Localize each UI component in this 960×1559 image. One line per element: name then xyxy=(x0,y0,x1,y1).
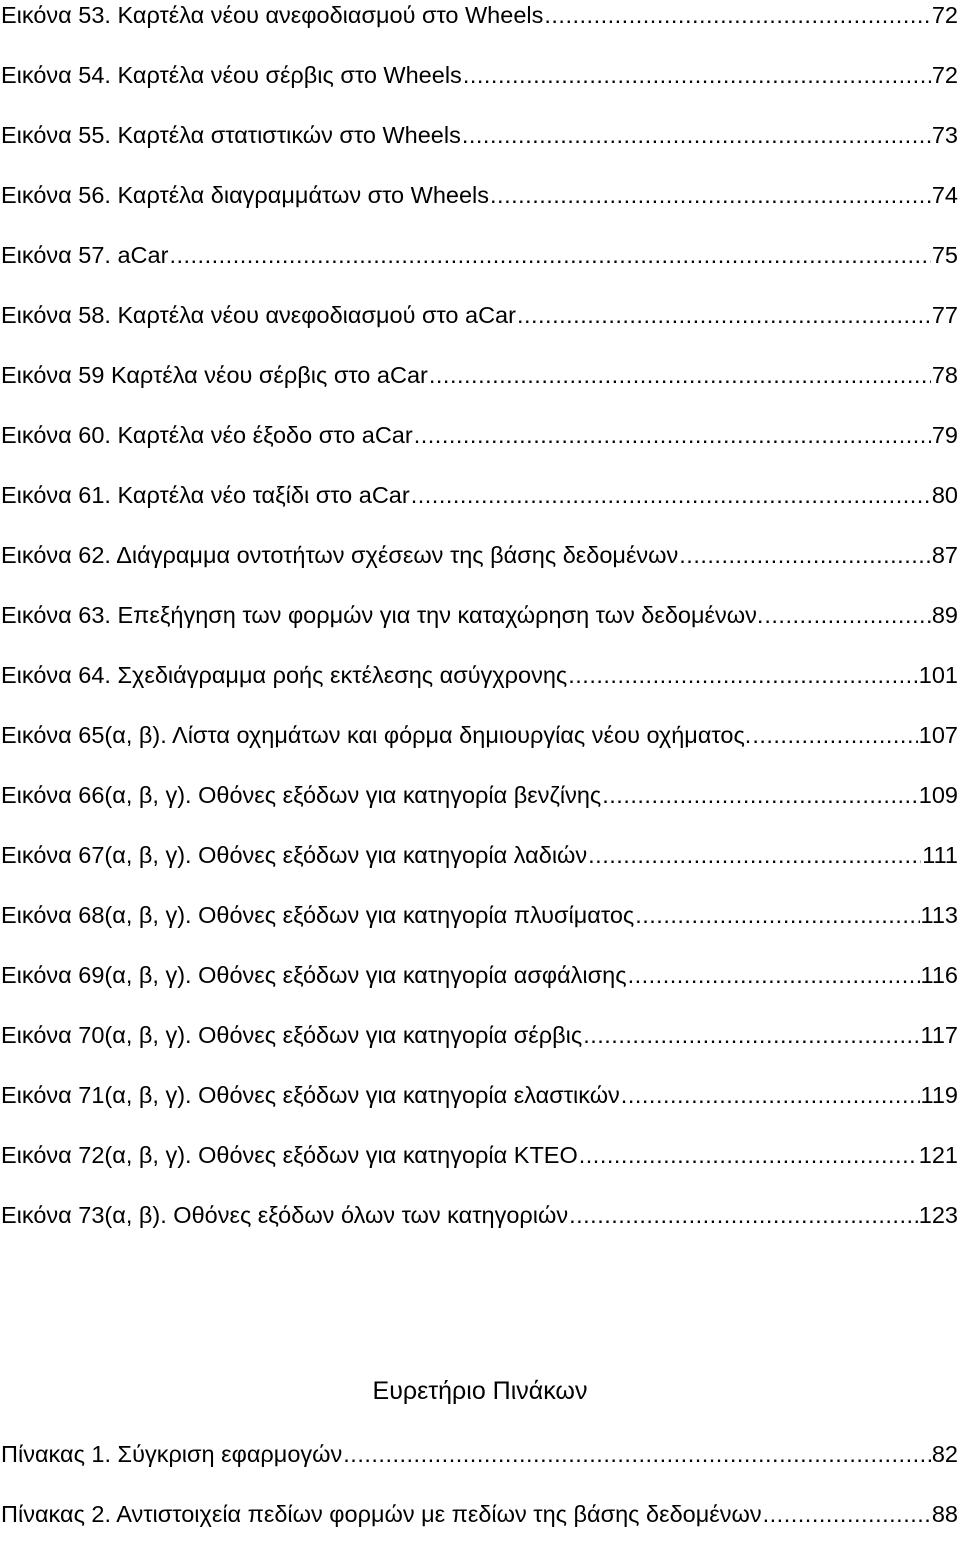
toc-entry-label: Εικόνα 63. Επεξήγηση των φορμών για την καταχώρηση των δεδομένων. xyxy=(1,602,764,628)
toc-entry-label: Πίνακας 2. Αντιστοιχεία πεδίων φορμών με πεδίων της βάσης δεδομένων xyxy=(1,1501,762,1527)
toc-page-number: 79 xyxy=(931,422,958,448)
toc-entry-label: Εικόνα 66(α, β, γ). Οθόνες εξόδων για κατηγορία βενζίνης xyxy=(1,782,602,808)
toc-entry[interactable] xyxy=(0,420,960,480)
toc-page-number: 72 xyxy=(931,2,958,28)
toc-page-number: 89 xyxy=(931,602,958,628)
toc-page-number: 109 xyxy=(918,782,958,808)
toc-page-number: 72 xyxy=(931,62,958,88)
toc-page-number: 77 xyxy=(931,302,958,328)
toc-entry-label: Εικόνα 72(α, β, γ). Οθόνες εξόδων για κατηγορία ΚΤΕΟ xyxy=(1,1142,578,1168)
toc-page-number: 119 xyxy=(920,1082,958,1108)
toc-page-number: 123 xyxy=(918,1202,958,1228)
toc-entry[interactable] xyxy=(0,300,960,360)
dot-leader xyxy=(169,240,930,270)
toc-page-number: 113 xyxy=(920,902,958,928)
toc-entry-label: Εικόνα 64. Σχεδιάγραμμα ροής εκτέλεσης ασύγχρονης xyxy=(1,662,568,688)
toc-page-number: 117 xyxy=(920,1022,958,1048)
dot-leader xyxy=(588,840,921,870)
dot-leader xyxy=(679,540,931,570)
toc-entry-label: Εικόνα 62. Διάγραμμα οντοτήτων σχέσεων της βάσης δεδομένων xyxy=(1,542,679,568)
toc-entry[interactable] xyxy=(0,240,960,300)
tables-index xyxy=(0,1439,960,1559)
toc-page-number: 74 xyxy=(931,182,958,208)
toc-entry[interactable] xyxy=(0,1499,960,1559)
toc-entry[interactable] xyxy=(0,1020,960,1080)
toc-entry[interactable] xyxy=(0,1140,960,1200)
dot-leader xyxy=(763,1499,931,1529)
toc-page-number: 87 xyxy=(931,542,958,568)
dot-leader xyxy=(517,300,931,330)
dot-leader xyxy=(583,1020,919,1050)
toc-entry-label: Εικόνα 60. Καρτέλα νέο έξοδο στο aCar xyxy=(1,422,413,448)
dot-leader xyxy=(635,900,919,930)
dot-leader xyxy=(490,180,931,210)
toc-entry-label: Εικόνα 67(α, β, γ). Οθόνες εξόδων για κατηγορία λαδιών xyxy=(1,842,588,868)
toc-page-number: 107 xyxy=(918,722,958,748)
toc-page-number: 80 xyxy=(931,482,958,508)
toc-page-number: 101 xyxy=(918,662,958,688)
dot-leader xyxy=(411,480,931,510)
dot-leader xyxy=(569,1200,918,1230)
dot-leader xyxy=(544,0,931,30)
toc-entry[interactable] xyxy=(0,840,960,900)
dot-leader xyxy=(621,1080,920,1110)
toc-entry[interactable] xyxy=(0,1200,960,1260)
toc-entry-label: Εικόνα 55. Καρτέλα στατιστικών στο Wheels xyxy=(1,122,461,148)
toc-entry[interactable] xyxy=(0,600,960,660)
toc-entry-label: Εικόνα 57. aCar xyxy=(1,242,169,268)
toc-entry[interactable] xyxy=(0,480,960,540)
dot-leader xyxy=(568,660,918,690)
toc-entry[interactable] xyxy=(0,360,960,420)
toc-entry-label: Εικόνα 71(α, β, γ). Οθόνες εξόδων για κατηγορία ελαστικών xyxy=(1,1082,620,1108)
toc-entry[interactable] xyxy=(0,180,960,240)
dot-leader xyxy=(414,420,931,450)
toc-entry[interactable] xyxy=(0,780,960,840)
dot-leader xyxy=(764,600,930,630)
toc-entry-label: Εικόνα 56. Καρτέλα διαγραμμάτων στο Wheels xyxy=(1,182,490,208)
tables-index-heading: Ευρετήριο Πινάκων xyxy=(372,1377,588,1405)
toc-page-number: 116 xyxy=(920,962,958,988)
toc-entry[interactable] xyxy=(0,540,960,600)
dot-leader xyxy=(602,780,918,810)
toc-entry[interactable] xyxy=(0,1080,960,1140)
dot-leader xyxy=(579,1140,918,1170)
toc-page-number: 73 xyxy=(931,122,958,148)
toc-entry-label: Εικόνα 59 Καρτέλα νέου σέρβις στο aCar xyxy=(1,362,428,388)
toc-entry-label: Πίνακας 1. Σύγκριση εφαρμογών xyxy=(1,1441,343,1467)
toc-entry-label: Εικόνα 54. Καρτέλα νέου σέρβις στο Wheels xyxy=(1,62,462,88)
dot-leader xyxy=(343,1439,931,1469)
dot-leader xyxy=(429,360,931,390)
dot-leader xyxy=(463,60,931,90)
toc-entry-label: Εικόνα 70(α, β, γ). Οθόνες εξόδων για κατηγορία σέρβις xyxy=(1,1022,583,1048)
toc-entry[interactable] xyxy=(0,1439,960,1499)
toc-page-number: 121 xyxy=(918,1142,958,1168)
toc-entry-label: Εικόνα 73(α, β). Οθόνες εξόδων όλων των κατηγοριών xyxy=(1,1202,569,1228)
dot-leader xyxy=(752,720,917,750)
toc-page-number: 88 xyxy=(931,1501,958,1527)
toc-entry-label: Εικόνα 65(α, β). Λίστα οχημάτων και φόρμα δημιουργίας νέου οχήματος. xyxy=(1,722,752,748)
toc-page-number: 78 xyxy=(931,362,958,388)
toc-entry-label: Εικόνα 53. Καρτέλα νέου ανεφοδιασμού στο Wheels xyxy=(1,2,544,28)
toc-entry-label: Εικόνα 69(α, β, γ). Οθόνες εξόδων για κατηγορία ασφάλισης xyxy=(1,962,627,988)
dot-leader xyxy=(462,120,931,150)
toc-page-number: 111 xyxy=(922,842,958,868)
toc-entry[interactable] xyxy=(0,660,960,720)
toc-entry[interactable] xyxy=(0,960,960,1020)
toc-entry[interactable] xyxy=(0,0,960,60)
toc-entry-label: Εικόνα 68(α, β, γ). Οθόνες εξόδων για κατηγορία πλυσίματος xyxy=(1,902,635,928)
toc-entry[interactable] xyxy=(0,720,960,780)
toc-entry-label: Εικόνα 61. Καρτέλα νέο ταξίδι στο aCar xyxy=(1,482,410,508)
toc-page-number: 75 xyxy=(931,242,958,268)
toc-entry[interactable] xyxy=(0,60,960,120)
toc-entry[interactable] xyxy=(0,900,960,960)
dot-leader xyxy=(628,960,920,990)
toc-entry[interactable] xyxy=(0,120,960,180)
toc-page-number: 82 xyxy=(931,1441,958,1467)
toc-entry-label: Εικόνα 58. Καρτέλα νέου ανεφοδιασμού στο aCar xyxy=(1,302,516,328)
